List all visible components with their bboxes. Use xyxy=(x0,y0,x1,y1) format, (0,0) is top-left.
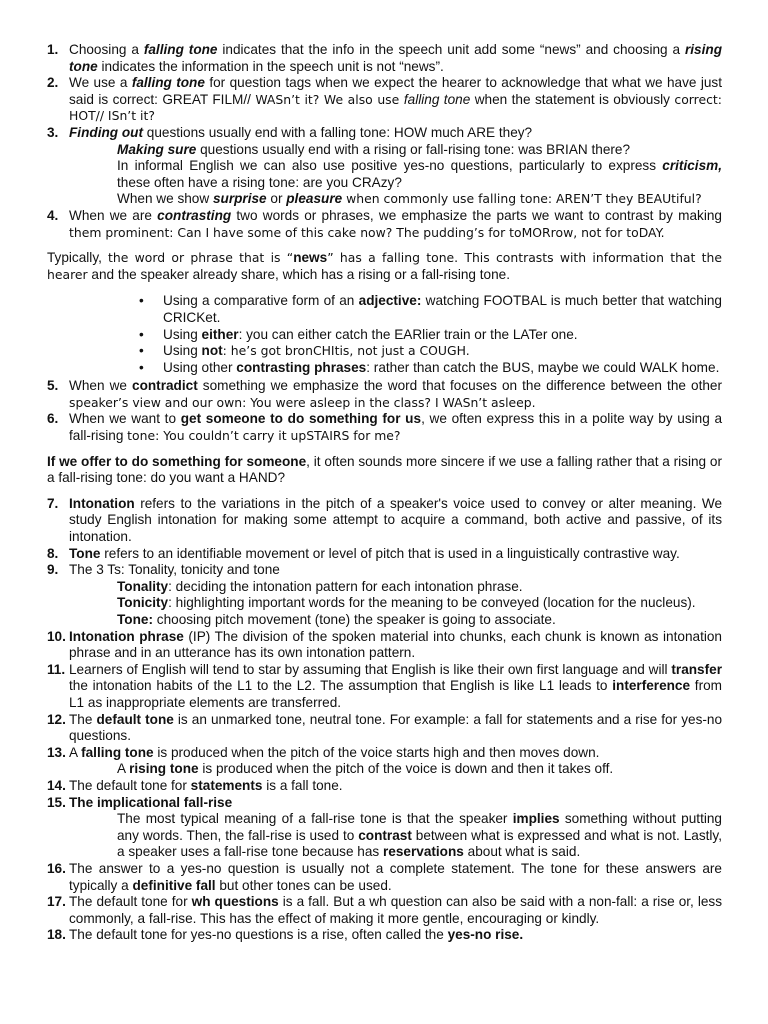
numbered-list-part-1 xyxy=(47,42,722,241)
numbered-list-part-2 xyxy=(47,378,722,444)
text-run: or xyxy=(266,191,287,207)
text-run: definitive fall xyxy=(132,877,216,893)
text-run: falling tone xyxy=(81,744,154,760)
list-item xyxy=(47,42,722,75)
text-run: Intonation phrase xyxy=(69,628,184,644)
text-run: falling tone xyxy=(131,75,205,91)
list-item xyxy=(47,861,722,894)
item-text xyxy=(69,927,722,944)
sub-paragraph xyxy=(47,158,722,191)
paragraph-offer xyxy=(47,454,722,487)
text-run: from L1 as inappropriate elements are transferred. xyxy=(69,678,722,710)
sub-paragraph xyxy=(47,579,722,596)
list-item xyxy=(47,546,722,563)
item-text xyxy=(69,662,722,712)
text-run: tone: You couldn’t carry it upSTAIRS for me? xyxy=(127,428,401,444)
text-run: Tonicity xyxy=(117,595,169,611)
text-run: Finding out xyxy=(69,124,143,140)
item-text xyxy=(69,861,722,894)
item-text xyxy=(69,411,722,444)
bullet-item xyxy=(47,293,722,326)
text-run: reservations xyxy=(383,844,464,860)
item-number: 8. xyxy=(47,545,59,561)
text-run: , it often sounds more sincere if we use a falling rather that a rising or a fall-rising tone: do you want a HAND? xyxy=(47,453,722,486)
text-run: wh questions xyxy=(191,894,279,910)
text-run: contrast xyxy=(358,827,412,843)
paragraph-news-contrast xyxy=(47,250,722,283)
item-text xyxy=(69,562,722,628)
text-run: yes-no rise. xyxy=(447,927,524,943)
list-item xyxy=(47,745,722,778)
text-run: watching FOOTBAL is much better that watching CRICKet. xyxy=(163,293,722,325)
list-item xyxy=(47,795,722,861)
text-run: surprise xyxy=(212,191,267,207)
bullet-item xyxy=(47,343,722,360)
item-number: 15. xyxy=(47,794,66,810)
item-number: 16. xyxy=(47,860,66,876)
item-text xyxy=(69,75,722,125)
list-item xyxy=(47,662,722,712)
text-run: questions usually end with a falling tone: HOW much ARE they? xyxy=(142,124,533,140)
item-number: 10. xyxy=(47,628,66,644)
text-run: choosing pitch movement (tone) the speaker is going to associate. xyxy=(153,612,556,627)
sub-paragraph xyxy=(47,142,722,159)
text-run: contrasting xyxy=(157,207,232,223)
text-run: get someone to do something for us xyxy=(180,411,422,427)
text-run: when commonly use falling tone: AREN’T they BEAUtiful? xyxy=(342,191,702,207)
text-run: is produced when the pitch of the voice starts high and then moves down. xyxy=(153,744,600,760)
text-run: correct: HOT// ISn’t it? xyxy=(69,91,722,124)
text-run: something without putting any words. Then, the fall-rise is used to xyxy=(117,811,722,843)
text-run: implies xyxy=(512,811,560,827)
list-item xyxy=(47,778,722,795)
text-run: Using other xyxy=(163,359,237,375)
item-number: 13. xyxy=(47,744,66,760)
sub-paragraph xyxy=(47,191,722,208)
list-item xyxy=(47,378,722,411)
text-run: default tone xyxy=(96,711,174,727)
list-item xyxy=(47,894,722,927)
text-run: contradict xyxy=(132,378,198,394)
item-text xyxy=(69,496,722,546)
text-run: criticism, xyxy=(662,158,722,174)
text-run: the word or phrase that is “ xyxy=(108,250,294,266)
text-run: these often have a rising tone: are you CRAzy? xyxy=(117,174,402,190)
item-text xyxy=(69,546,722,563)
text-run: The default tone for yes-no questions is a rise, often called the xyxy=(69,927,448,943)
text-run: The xyxy=(69,711,97,727)
item-text xyxy=(69,42,722,75)
item-text xyxy=(69,378,722,411)
list-item xyxy=(47,712,722,745)
bullet-item xyxy=(47,360,722,377)
text-run: When we show xyxy=(117,191,213,207)
item-text xyxy=(69,629,722,662)
text-run: Tone xyxy=(69,545,101,561)
text-run: , we often express this in a polite way by using a fall-rising xyxy=(69,411,723,444)
item-number: 17. xyxy=(47,894,66,910)
text-run: The 3 Ts: Tonality, tonicity and tone xyxy=(69,562,280,578)
text-run: : he’s got bronCHItis, not just a COUGH. xyxy=(222,343,470,359)
item-text xyxy=(69,894,722,927)
sub-paragraph xyxy=(47,595,722,612)
text-run: falling tone xyxy=(143,42,218,57)
text-run: either xyxy=(201,326,239,342)
text-run: The most typical meaning of a fall-rise tone is that the speaker xyxy=(117,811,513,827)
text-run: but other tones can be used. xyxy=(215,877,392,893)
text-run: : deciding the intonation pattern for each intonation phrase. xyxy=(168,578,523,594)
list-item xyxy=(47,411,722,444)
text-run: The default tone for xyxy=(69,894,192,910)
text-run: When we are xyxy=(69,207,158,223)
text-run: Choosing a xyxy=(69,42,144,57)
list-item xyxy=(47,208,722,241)
text-run: : rather than catch the BUS, maybe we could WALK home. xyxy=(366,359,720,375)
list-item xyxy=(47,125,722,208)
text-run: contrasting phrases xyxy=(236,359,367,375)
sub-paragraph xyxy=(47,761,722,778)
item-number: 6. xyxy=(47,411,59,427)
text-run: falling tone xyxy=(403,91,471,107)
text-run: them prominent: Can I have some of this cake now? The pudding’s for toMORrow, not for toDAY. xyxy=(69,224,665,240)
bullet-list xyxy=(47,293,722,376)
item-number: 7. xyxy=(47,495,59,511)
text-run: the intonation habits of the L1 to the L2. The assumption that English is like L1 leads to xyxy=(69,678,613,694)
text-run: The default tone for xyxy=(69,777,191,793)
text-run: news xyxy=(293,250,328,266)
item-number: 5. xyxy=(47,378,59,394)
text-run: Using a comparative form of an xyxy=(163,293,359,309)
sub-paragraph xyxy=(47,811,722,861)
text-run: We use a xyxy=(69,75,132,91)
text-run: rising tone xyxy=(129,761,199,777)
list-item xyxy=(47,562,722,628)
item-number: 14. xyxy=(47,777,66,793)
text-run: indicates the information in the speech unit is not “news”. xyxy=(97,58,444,74)
text-run: is an unmarked tone, neutral tone. For example: a fall for statements and a rise for yes-no questions. xyxy=(69,711,723,744)
text-run: statements xyxy=(190,777,263,793)
text-run: and the speaker already share, which has a rising or a fall-rising tone. xyxy=(87,266,510,282)
item-text xyxy=(69,712,722,745)
list-item xyxy=(47,496,722,546)
item-number: 11. xyxy=(47,661,66,677)
item-text xyxy=(69,125,722,208)
item-text xyxy=(69,778,722,795)
text-run: two words or phrases, we emphasize the parts we want to contrast by making xyxy=(231,207,722,223)
text-run: for question tags when we expect the hearer to acknowledge that what we have just said is correct: GREAT FILM// xyxy=(69,75,723,107)
text-run: Tonality xyxy=(117,578,169,594)
text-run: is produced when the pitch of the voice is down and then it takes off. xyxy=(198,761,614,777)
text-run: : highlighting important words for the meaning to be conveyed (location for the nucleus). xyxy=(168,595,696,611)
text-run: Using xyxy=(163,343,202,359)
text-run: interference xyxy=(612,678,691,694)
text-run: questions usually end with a rising or fall-rising tone: was BRIAN there? xyxy=(196,141,631,157)
text-run: speaker’s view and our own: You were asleep in the class? I WASn’t asleep. xyxy=(69,394,536,410)
text-run: The answer to a yes-no question is usually not a complete statement. The tone for these answers are typically a xyxy=(69,860,722,893)
item-number: 18. xyxy=(47,927,66,943)
text-run: Making sure xyxy=(117,141,197,157)
text-run: Learners of English will tend to star by assuming that English is like their own first language and will xyxy=(69,661,672,677)
list-item xyxy=(47,75,722,125)
text-run: When we want to xyxy=(69,411,181,427)
text-run: when the statement is obviously xyxy=(470,91,675,107)
text-run: The implicational fall-rise xyxy=(69,794,233,810)
list-item xyxy=(47,629,722,662)
item-text xyxy=(69,795,722,861)
item-number: 2. xyxy=(47,75,59,91)
text-run: Typically, xyxy=(47,250,109,266)
text-run: transfer xyxy=(671,661,722,677)
text-run: about what is said. xyxy=(463,844,581,860)
numbered-list-part-3 xyxy=(47,496,722,944)
text-run: is a fall tone. xyxy=(262,777,343,793)
item-number: 1. xyxy=(47,42,59,57)
item-text xyxy=(69,208,722,241)
item-number: 4. xyxy=(47,207,59,223)
text-run: : you can either catch the EARlier train or the LATer one. xyxy=(238,326,578,342)
text-run: adjective: xyxy=(358,293,422,309)
text-run: WASn’t it? We also use xyxy=(255,91,404,107)
text-run: When we xyxy=(69,378,133,394)
item-number: 9. xyxy=(47,562,59,578)
text-run: not xyxy=(201,343,223,359)
list-item xyxy=(47,927,722,944)
text-run: something we emphasize the word that focuses on the difference between the other xyxy=(197,378,722,394)
item-text xyxy=(69,745,722,778)
text-run: is a fall. But a wh question can also be said with a non-fall: a rise or, less commonly, a fall-rise. This has the effect of making it more gentle, encouraging or kindly. xyxy=(69,894,722,926)
text-run: Intonation xyxy=(69,495,135,511)
text-run: indicates that the info in the speech unit add some “news” and choosing a xyxy=(217,42,685,57)
text-run: refers to an identifiable movement or level of pitch that is used in a linguistically contrastive way. xyxy=(100,545,680,561)
text-run: Using xyxy=(163,326,202,342)
text-run: A xyxy=(69,744,82,760)
text-run: A xyxy=(117,761,130,777)
text-run: ” has a falling tone. This contrasts with information that the hearer xyxy=(47,250,723,282)
sub-paragraph xyxy=(47,612,722,629)
text-run: In informal English we can also use positive yes-no questions, particularly to express xyxy=(117,158,663,174)
text-run: Tone: xyxy=(117,612,153,627)
text-run: (IP) The division of the spoken material into chunks, each chunk is known as intonation phrase and in an utterance has its own intonation pattern. xyxy=(69,628,722,661)
text-run: between what is expressed and what is not. Lastly, a speaker uses a fall-rise tone because has xyxy=(117,827,722,860)
bullet-item xyxy=(47,327,722,344)
text-run: rising tone xyxy=(69,42,722,74)
item-number: 3. xyxy=(47,124,59,140)
text-run: If we offer to do something for someone xyxy=(47,453,307,469)
item-number: 12. xyxy=(47,711,66,727)
text-run: pleasure xyxy=(286,191,343,207)
text-run: refers to the variations in the pitch of a speaker's voice used to convey or alter meaning. We study English intonation for making some attempt to acquire a command, both active and passive, of its intonation. xyxy=(69,495,722,545)
